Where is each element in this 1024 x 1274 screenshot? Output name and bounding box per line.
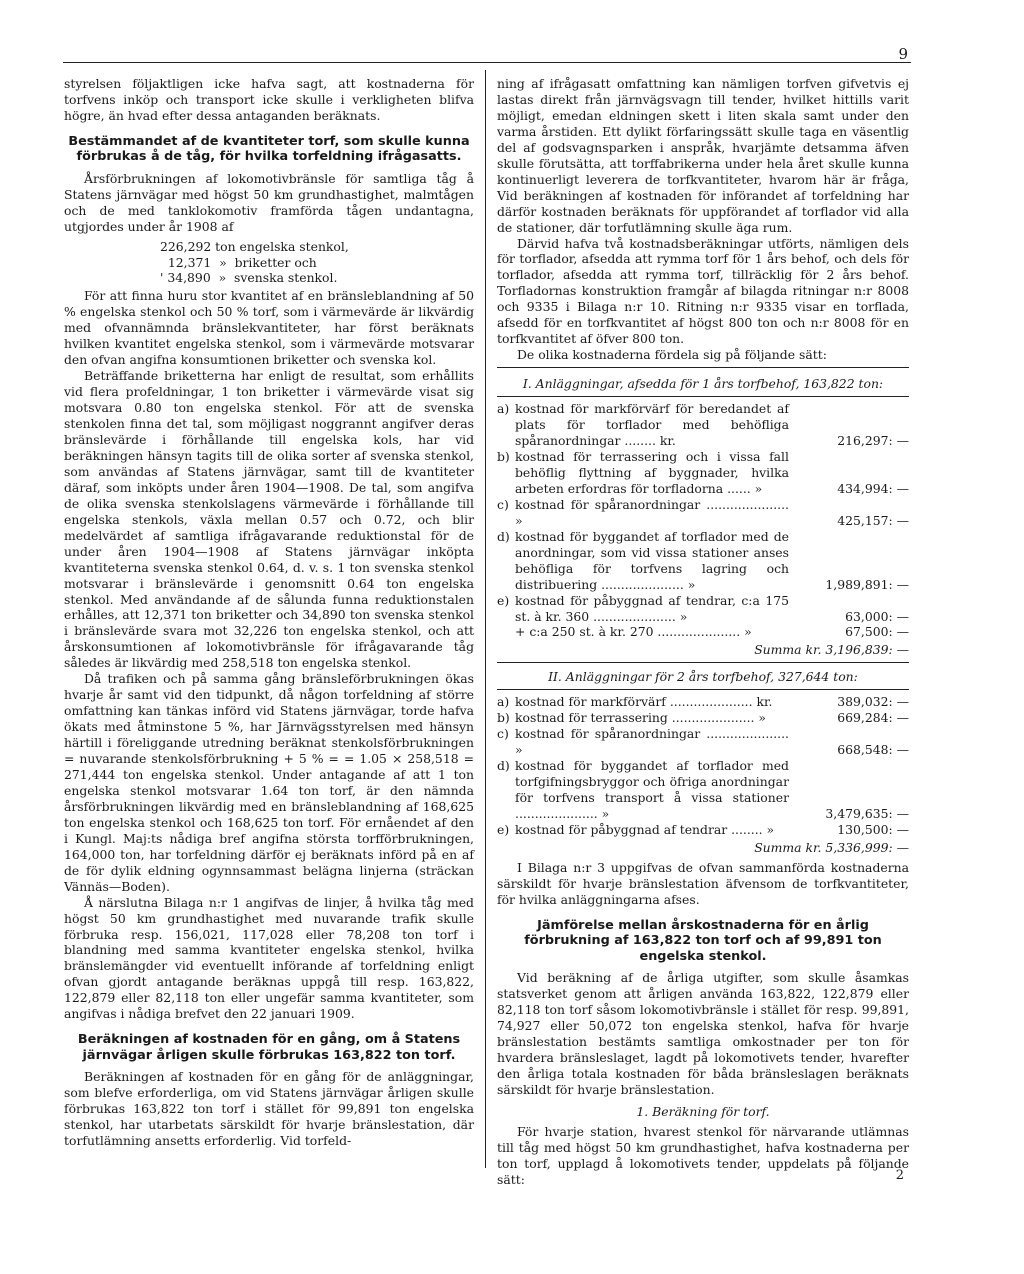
paragraph: Beräkningen af kostnaden för en gång för de anläggningar, som blefve erforderliga, om vid Statens järnvägar årligen skulle förbrukas 163,822 ton torf i stället för 99,891 ton engelska stenkol, har utarbetats särskildt för hvarje bränslestation, där torfutlämning ansetts erforderlig. Vid torfeld-	[64, 1069, 474, 1149]
cost-list-two-year	[497, 694, 909, 838]
cost-item-text: kostnad för terrassering och i vissa fall behöflig flyttning af byggnader, hvilka arbeten erfordras för torfladorna ...... »	[515, 448, 789, 496]
paragraph: Därvid hafva två kostnadsberäkningar utförts, nämligen dels för torflador, afsedda att rymma torf för 1 års behof, och dels för torflador, afsedda att rymma torf, tillräcklig för 2 års behof. Torfladornas konstruktion framgår af bilagda ritningar n:r 8008 och 9335 i Bilaga n:r 10. Ritning n:r 9335 visar en torflada, afsedd för en torfkvantitet af högst 800 ton och n:r 8008 för en torfkvantitet af öfver 800 ton.	[497, 235, 909, 347]
cost-item-mark: c)	[497, 496, 509, 512]
cost-item-value: 389,032: —	[837, 694, 909, 710]
fuel-amount: 12,371 » briketter och	[160, 254, 317, 270]
cost-item	[497, 449, 909, 497]
cost-item-text: + c:a 250 st. à kr. 270 ..................... »	[515, 624, 752, 640]
paragraph: Å närslutna Bilaga n:r 1 angifvas de linjer, å hvilka tåg med högst 50 km grundhastighet med nuvarande trafik skulle förbruka resp. 156,021, 117,028 eller 78,208 ton torf i blandning med samma kvantiteter engelska stenkol, hvilka bränslemängder vid eventuellt införande af torfeldning enligt ofvan gjordt antagande beräknas uppgå till resp. 163,822, 122,879 eller 82,118 ton eller ungefär samma kvantiteter, som angifvas i nådiga brefvet den 22 januari 1909.	[64, 894, 474, 1022]
cost-item-mark: e)	[497, 592, 510, 608]
table-rule	[497, 367, 909, 368]
cost-item-mark: a)	[497, 694, 510, 710]
cost-item-mark: d)	[497, 528, 510, 544]
cost-item	[497, 710, 909, 726]
cost-sum: Summa kr. 3,196,839: —	[754, 642, 909, 658]
cost-item-text: kostnad för spåranordningar ..................... »	[515, 726, 789, 758]
cost-item	[497, 694, 909, 710]
cost-item-value: 216,297: —	[837, 433, 909, 449]
cost-section-title: I. Anläggningar, afsedda för 1 års torfbehof, 163,822 ton:	[522, 376, 884, 392]
subsection-title: 1. Beräkning för torf.	[636, 1103, 770, 1119]
cost-item	[497, 497, 909, 529]
paragraph: Då trafiken och på samma gång bränsleförbrukningen ökas hvarje år samt vid den tidpunkt, då någon torfeldning af större omfattning kan tänkas införd vid Statens järnvägar, torde hafva ökats med åtminstone 5 %, har Järnvägsstyrelsen med hänsyn härtill i föreliggande utredning beräknat stenkolsförbrukningen = nuvarande stenkolsförbrukning + 5 % = = 1.05 × 258,518 = 271,444 ton engelska stenkol. Under antagande af att 1 ton engelska stenkol motsvarar 1.64 ton torf, är den nämnda årsförbrukningen likvärdig med en bränsleblandning af 168,625 ton engelska stenkol och 168,625 ton torf. För ernåendet af den i Kungl. Maj:ts nådiga bref angifna största torfförbrukningen, 164,000 ton, har torfeldning därför ej beräknats införd på en af de för dylik eldning ogynnsammast belägna linjerna (sträckan Vännäs—Boden).	[64, 671, 474, 894]
cost-item-value: 425,157: —	[837, 512, 909, 528]
cost-item-value: 3,479,635: —	[825, 805, 909, 821]
cost-item-text: kostnad för markförvärf för beredandet af plats för torflador med behöfliga spåranordningar ........ kr.	[515, 401, 789, 449]
paragraph: De olika kostnaderna fördela sig på följande sätt:	[517, 347, 827, 363]
cost-item	[497, 401, 909, 449]
cost-item-mark: b)	[497, 710, 510, 726]
section-heading: Bestämmandet af de kvantiteter torf, som skulle kunna förbrukas å de tåg, för hvilka torfeldning ifrågasatts.	[68, 133, 470, 165]
paragraph: styrelsen följaktligen icke hafva sagt, att kostnaderna för torfvens inköp och transport icke skulle i verkligheten blifva högre, än hvad efter dessa antaganden beräknats.	[64, 76, 474, 123]
cost-item-text: kostnad för påbyggnad af tendrar ........ »	[515, 821, 775, 837]
paragraph: Vid beräkning af de årliga utgifter, som skulle åsamkas statsverket genom att årligen använda 163,822, 122,879 eller 82,118 ton torf såsom lokomotivbränsle i stället för resp. 99,891, 74,927 eller 50,072 ton engelska stenkol, hafva för hvarje bränslestation bestämts samtliga omkostnader per ton för hvardera bränsleslaget, lagdt på lokomotivets tender, hvarefter den årliga totala kostnaden för båda bränsleslagen beräknats särskildt för hvarje bränslestation.	[497, 970, 909, 1097]
fuel-amount: ' 34,890 » svenska stenkol.	[160, 270, 338, 286]
cost-item-text: kostnad för påbyggnad af tendrar, c:a 175 st. à kr. 360 ..................... »	[515, 592, 789, 624]
cost-item	[497, 624, 909, 640]
page-number: 9	[898, 45, 908, 63]
cost-item-mark: b)	[497, 448, 510, 464]
cost-item-mark: e)	[497, 821, 510, 837]
column-divider	[485, 70, 486, 1168]
cost-item-text: kostnad för byggandet af torflador med de anordningar, som vid vissa stationer anses behöfliga för torfvens lagring och distribuering ..................... »	[515, 528, 789, 592]
cost-item-value: 63,000: —	[845, 608, 909, 624]
paragraph: ning af ifrågasatt omfattning kan nämligen torfven gifvetvis ej lastas direkt från järnvägsvagn till tender, hvilket hittills varit möjligt, emedan eldningen skett i liten skala samt under den varma årstiden. Ett dylikt förfaringssätt skulle taga en väsentlig del af godsvagnsparken i anspråk, hvarjämte detsamma äfven skulle förutsätta, att torffabrikerna under hela året skulle kunna kontinuerligt leverera de torfkvantiteter, hvarom här är fråga, Vid beräkningen af kostnaden för införandet af torfeldning har därför kostnaden beräknats för uppförandet af torflador vid alla de stationer, där torfutlämning skulle äga rum.	[497, 76, 909, 235]
fuel-amounts-list	[160, 239, 474, 287]
cost-item-value: 1,989,891: —	[825, 576, 909, 592]
cost-section-title: II. Anläggningar för 2 års torfbehof, 327,644 ton:	[548, 669, 858, 685]
table-rule	[497, 662, 909, 663]
cost-item-mark: d)	[497, 758, 510, 774]
cost-item-value: 668,548: —	[837, 742, 909, 758]
paragraph: För hvarje station, hvarest stenkol för närvarande utlämnas till tåg med högst 50 km grundhastighet, hafva kostnaderna per ton torf, upplagd å lokomotivets tender, uppdelats på följande sätt:	[497, 1123, 909, 1187]
table-rule	[497, 689, 909, 690]
cost-item-text: kostnad för terrassering ..................... »	[515, 710, 767, 726]
header-rule	[63, 62, 911, 63]
section-heading: Beräkningen af kostnaden för en gång, om å Statens järnvägar årligen skulle förbrukas 163,822 ton torf.	[77, 1032, 461, 1063]
cost-item-value: 669,284: —	[837, 710, 909, 726]
cost-item-value: 67,500: —	[845, 624, 909, 640]
section-heading: Jämförelse mellan årskostnaderna för en årlig förbrukning af 163,822 ton torf och af 99,891 ton engelska stenkol.	[524, 917, 882, 964]
cost-item	[497, 593, 909, 625]
cost-item-mark: a)	[497, 401, 510, 417]
footer-mark: 2	[895, 1168, 904, 1183]
paragraph: För att finna huru stor kvantitet af en bränsleblandning af 50 % engelska stenkol och 50 % torf, som i värmevärde är likvärdig med ofvannämnda bränslekvantiteter, har först beräknats hvilken kvantitet engelska stenkol, som i värmevärde motsvarar den ofvan angifna konsumtionen briketter och svenska kol.	[64, 288, 474, 368]
fuel-amount: 226,292 ton engelska stenkol,	[160, 238, 349, 254]
cost-list-one-year	[497, 401, 909, 640]
cost-item-text: kostnad för byggandet af torflador med torfgifningsbryggor och öfriga anordningar för torfvens transport å vissa stationer ..................... »	[515, 758, 789, 821]
cost-item	[497, 529, 909, 593]
cost-item-text: kostnad för spåranordningar ..................... »	[515, 496, 789, 528]
paragraph: Beträffande briketterna har enligt de resultat, som erhållits vid flera profeldningar, 1 ton briketter i värmevärde visat sig motsvara 0.80 ton engelska stenkol. För att de svenska stenkolen finna det tal, som möjligast noggrannt angifver deras bränslevärde i förhållande till engelska kols, har vid beräkningen hänsyn tagits till de olika sorter af svenska stenkol, som användas af Statens järnvägar, samt till de kvantiteter däraf, som inköpts under åren 1904—1908. De tal, som angifva de olika svenska stenkolslagens värmevärde i förhållande till engelska stenkols, växla mellan 0.57 och 0.72, och blir medelvärdet af samtliga ifrågavarande reduktionstal för de under åren 1904—1908 af Statens järnvägar inköpta kvantiteterna svenska stenkol 0.64, d. v. s. 1 ton svenska stenkol motsvarar i bränslevärde i genomsnitt 0.64 ton engelska stenkol. Med användande af de sålunda funna reduktionstalen erhålles, att 12,371 ton briketter och 34,890 ton svenska stenkol i bränslevärde svara mot 32,226 ton engelska stenkol, och att årskonsumtionen af lokomotivbränsle för ifrågavarande tåg således är likvärdig med 258,518 ton engelska stenkol.	[64, 368, 474, 671]
left-column	[64, 76, 474, 1149]
cost-item-value: 130,500: —	[837, 821, 909, 837]
cost-item	[497, 726, 909, 758]
table-rule	[497, 396, 909, 397]
cost-item-mark: c)	[497, 726, 509, 742]
cost-item-value: 434,994: —	[837, 480, 909, 496]
cost-sum: Summa kr. 5,336,999: —	[754, 839, 909, 855]
cost-item-text: kostnad för markförvärf ..................... kr.	[515, 694, 773, 710]
cost-item	[497, 822, 909, 838]
cost-item	[497, 758, 909, 822]
paragraph: Årsförbrukningen af lokomotivbränsle för samtliga tåg å Statens järnvägar med högst 50 km grundhastighet, malmtågen och de med tanklokomotiv framförda tågen undantagna, utgjordes under år 1908 af	[64, 170, 474, 234]
paragraph: I Bilaga n:r 3 uppgifvas de ofvan sammanförda kostnaderna särskildt för hvarje bränslestation äfvensom de torfkvantiteter, för hvilka anläggningarna afses.	[497, 859, 909, 907]
right-column	[497, 76, 909, 1188]
